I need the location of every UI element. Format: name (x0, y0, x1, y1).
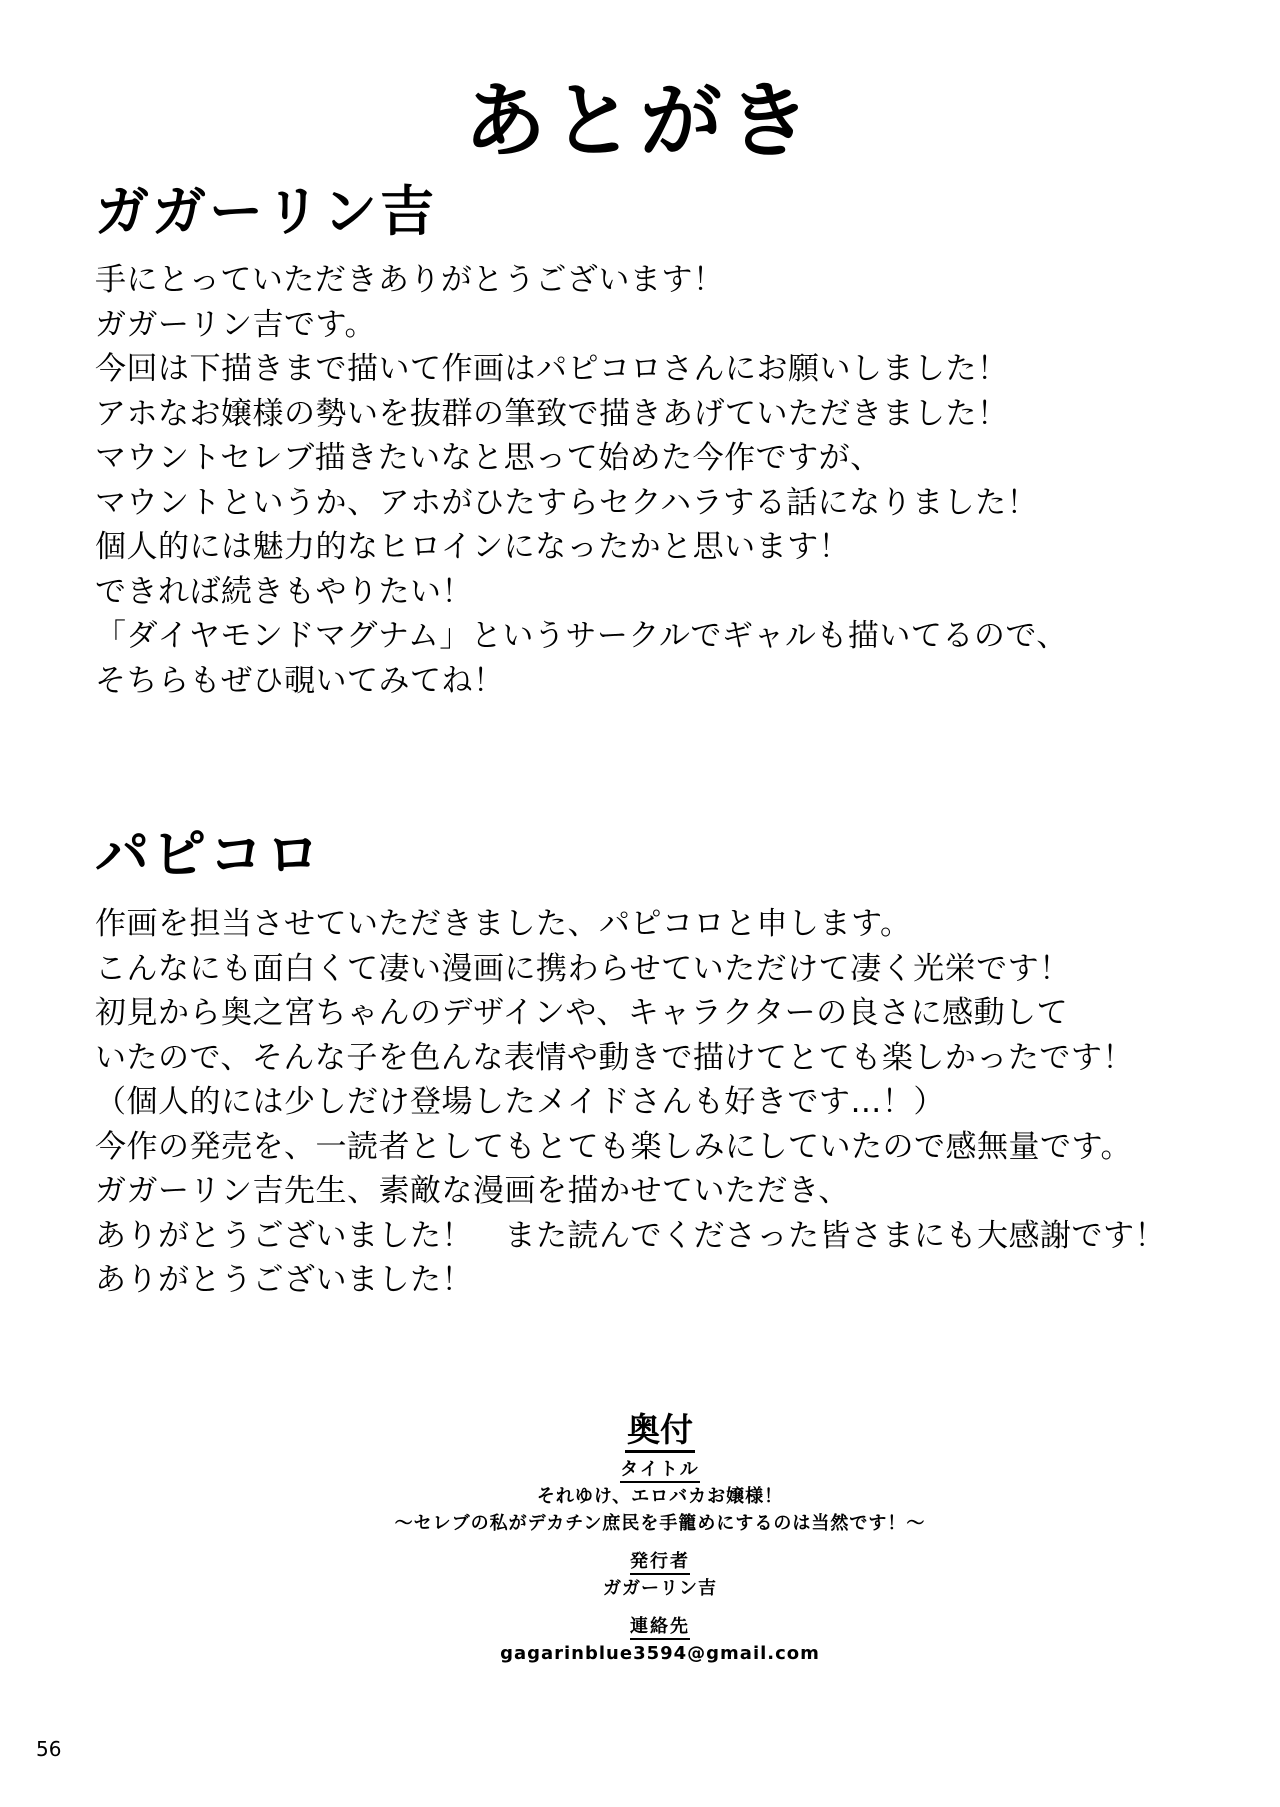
contact-email: gagarinblue3594@gmail.com (500, 1643, 820, 1664)
text-line: 今回は下描きまで描いて作画はパピコロさんにお願いしました！ (95, 351, 1009, 387)
text-line: 「ダイヤモンドマグナム」というサークルでギャルも描いてるので、 (95, 618, 1068, 654)
publisher-label: 発行者 (630, 1551, 690, 1575)
text-line: できれば続きもやりたい！ (95, 573, 473, 610)
text-line: 手にとっていただきありがとうございます！ (95, 262, 725, 298)
text-line: マウントというか、アホがひたすらセクハラする話になりました！ (95, 484, 1039, 521)
publisher-name: ガガーリン吉 (603, 1578, 717, 1599)
section-heading-papikoro: パピコロ (95, 823, 323, 886)
text-line: マウントセレブ描きたいなと思って始めた今作ですが、 (95, 440, 882, 476)
afterword-papikoro (95, 902, 1166, 1303)
text-line: ガガーリン吉です。 (95, 306, 377, 343)
book-title-line-2: ～セレブの私がデカチン庶民を手籠めにするのは当然です！～ (394, 1513, 926, 1534)
text-line: こんなにも面白くて凄い漫画に携わらせていただけて凄く光栄です！ (95, 950, 1071, 987)
text-line: 作画を担当させていただきました、パピコロと申します。 (95, 906, 912, 942)
afterword-gagarin (95, 258, 1068, 703)
text-line: 個人的には魅力的なヒロインになったかと思います！ (95, 529, 851, 565)
text-line: そちらもぜひ覗いてみてね！ (95, 662, 505, 699)
colophon (0, 1410, 1280, 1667)
contact-label: 連絡先 (630, 1616, 690, 1640)
text-line: ありがとうございました！ また読んでくださった皆さまにも大感謝です！ (95, 1217, 1166, 1254)
section-heading-gagarin: ガガーリン吉 (95, 180, 437, 243)
text-line: ありがとうございました！ (95, 1262, 473, 1298)
book-title-line-1: それゆけ、エロバカお嬢様！ (536, 1486, 784, 1507)
text-line: ガガーリン吉先生、素敵な漫画を描かせていただき、 (95, 1173, 850, 1209)
text-line: 初見から奥之宮ちゃんのデザインや、キャラクターの良さに感動して (95, 995, 1069, 1031)
page-title: あとがき (463, 74, 816, 169)
page-number: 56 (36, 1737, 62, 1761)
text-line: アホなお嬢様の勢いを抜群の筆致で描きあげていただきました！ (95, 395, 1009, 432)
text-line: 今作の発売を、一読者としてもとても楽しみにしていたので感無量です。 (95, 1128, 1133, 1165)
colophon-title: 奥付 (625, 1410, 695, 1453)
text-line: （個人的には少しだけ登場したメイドさんも好きです…！） (95, 1084, 945, 1120)
text-line: いたので、そんな子を色んな表情や動きで描けてとても楽しかったです！ (95, 1039, 1134, 1076)
title-label: タイトル (620, 1459, 700, 1483)
